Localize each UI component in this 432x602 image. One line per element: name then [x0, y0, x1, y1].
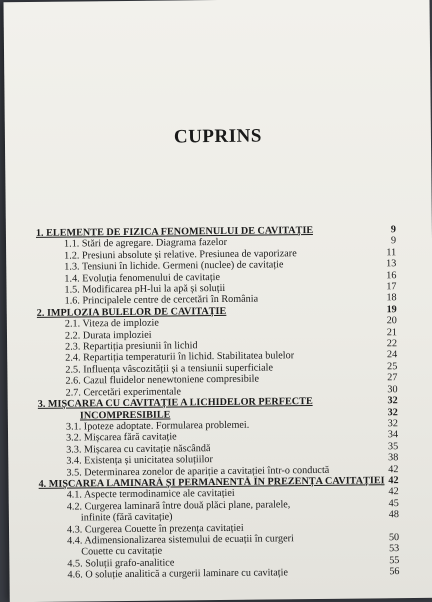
toc-entry-text: 1.3. Tensiuni în lichide. Germeni (nucleе) de cavitație: [64, 260, 283, 274]
toc-page-number: 13: [372, 258, 396, 270]
toc-page-number: 21: [373, 327, 397, 339]
toc-entry-text: 4.4. Adimensionalizarea sistemului de ecuații în curgeri: [67, 533, 294, 547]
toc-entry-text: 3.4. Existența și unicitatea soluțiilor: [66, 454, 213, 467]
book-page: [3, 0, 432, 602]
table-of-contents: [36, 224, 400, 581]
toc-entry-text: 4.5. Soluții grafo-analitice: [67, 557, 174, 570]
toc-entry-text: 2.5. Influența vâscozității și a tensiunii superficiale: [65, 362, 273, 376]
toc-entry-text: INCOMPRESIBILE: [80, 409, 171, 421]
toc-section: [39, 566, 399, 581]
toc-page-number: 42: [374, 464, 398, 476]
toc-page-number: 9: [372, 236, 396, 248]
toc-page-number: 20: [373, 315, 397, 327]
toc-page-number: 22: [373, 338, 397, 350]
page-title: CUPRINS: [5, 124, 431, 150]
toc-entry-text: 2.3. Repartiția presiunii în lichid: [65, 340, 198, 353]
toc-page-number: 19: [373, 304, 397, 316]
toc-page-number: 24: [373, 350, 397, 362]
toc-entry-text: 3.3. Mișcarea cu cavitație născândă: [66, 443, 210, 456]
toc-entry-text: 4.1. Aspecte termodinamice ale cavitației: [67, 488, 235, 501]
toc-page-number: 56: [375, 566, 399, 578]
toc-page-number: 32: [374, 395, 398, 407]
toc-entry-text: 2.2. Durata imploziei: [65, 329, 152, 341]
toc-entry-text: 2.4. Repartiția temperaturii în lichid. Stabilitatea bulelor: [65, 351, 294, 365]
toc-entry-text: 1.5. Modificarea pH-lui la apă și soluții: [64, 283, 225, 296]
toc-page-number: 32: [374, 407, 398, 419]
toc-entry-text: 1.1. Stări de agregare. Diagrama fazelor: [64, 237, 227, 250]
toc-entry-text: 3.1. Ipoteze adoptate. Formularea problemei.: [66, 420, 249, 433]
toc-page-number: 42: [374, 475, 398, 487]
toc-page-number: 32: [374, 418, 398, 430]
toc-entry-text: 1. ELEMENTE DE FIZICA FENOMENULUI DE CAVITAȚIE: [36, 225, 313, 239]
toc-entry-text: 2. IMPLOZIA BULELOR DE CAVITAȚIE: [37, 306, 227, 319]
toc-entry-text: 4.3. Curgerea Couette în prezența cavitației: [67, 522, 244, 535]
toc-entry-text: 3. MIȘCAREA CU CAVITAȚIE A LICHIDELOR PERFECTE: [38, 396, 313, 410]
toc-page-number: 18: [373, 293, 397, 305]
toc-entry-text: 4.2. Curgerea laminară între două plăci plane, paralele,: [67, 499, 291, 513]
toc-page-number: 30: [374, 384, 398, 396]
toc-page-number: 27: [373, 372, 397, 384]
toc-entry-text: Couette cu cavitație: [81, 546, 162, 558]
toc-page-number: 11: [372, 247, 396, 259]
toc-page-number: 45: [375, 498, 399, 510]
toc-entry-text: 2.6. Cazul fluidelor nenewtoniene compresibile: [65, 374, 259, 387]
toc-entry-text: 1.2. Presiuni absolute și relative. Presiunea de vaporizare: [64, 248, 297, 262]
toc-entry-text: 3.2. Mișcarea fără cavitație: [66, 432, 177, 445]
toc-page-number: 34: [374, 429, 398, 441]
toc-page-number: 42: [375, 486, 399, 498]
toc-entry-text: 1.6. Principalele centre de cercetări în România: [65, 294, 259, 307]
toc-page-number: 16: [372, 270, 396, 282]
toc-entry-text: 3.5. Determinarea zonelor de apariție a cavitației într-o conductă: [66, 464, 329, 478]
toc-page-number: 9: [372, 224, 396, 236]
toc-page-number: 53: [375, 544, 399, 556]
toc-entry-text: 4. MIȘCAREA LAMINARĂ ȘI PERMANENTĂ ÎN PREZENȚA CAVITAȚIEI: [38, 475, 384, 490]
toc-entry-text: 2.7. Cercetări experimentale: [66, 386, 182, 399]
toc-entry-text: 4.6. O soluție analitică a curgerii laminare cu cavitație: [67, 567, 288, 581]
toc-page-number: 38: [374, 452, 398, 464]
toc-page-number: 55: [375, 555, 399, 567]
toc-page-number: 35: [374, 441, 398, 453]
toc-page-number: 48: [375, 509, 399, 521]
toc-entry-text: 2.1. Viteza de implozie: [65, 318, 159, 330]
toc-page-number: 17: [372, 281, 396, 293]
toc-page-number: 50: [375, 532, 399, 544]
toc-entry-text: infinite (fără cavitație): [81, 512, 173, 524]
toc-entry-text: 1.4. Evoluția fenomenului de cavitație: [64, 272, 220, 285]
toc-page-number: 25: [373, 361, 397, 373]
